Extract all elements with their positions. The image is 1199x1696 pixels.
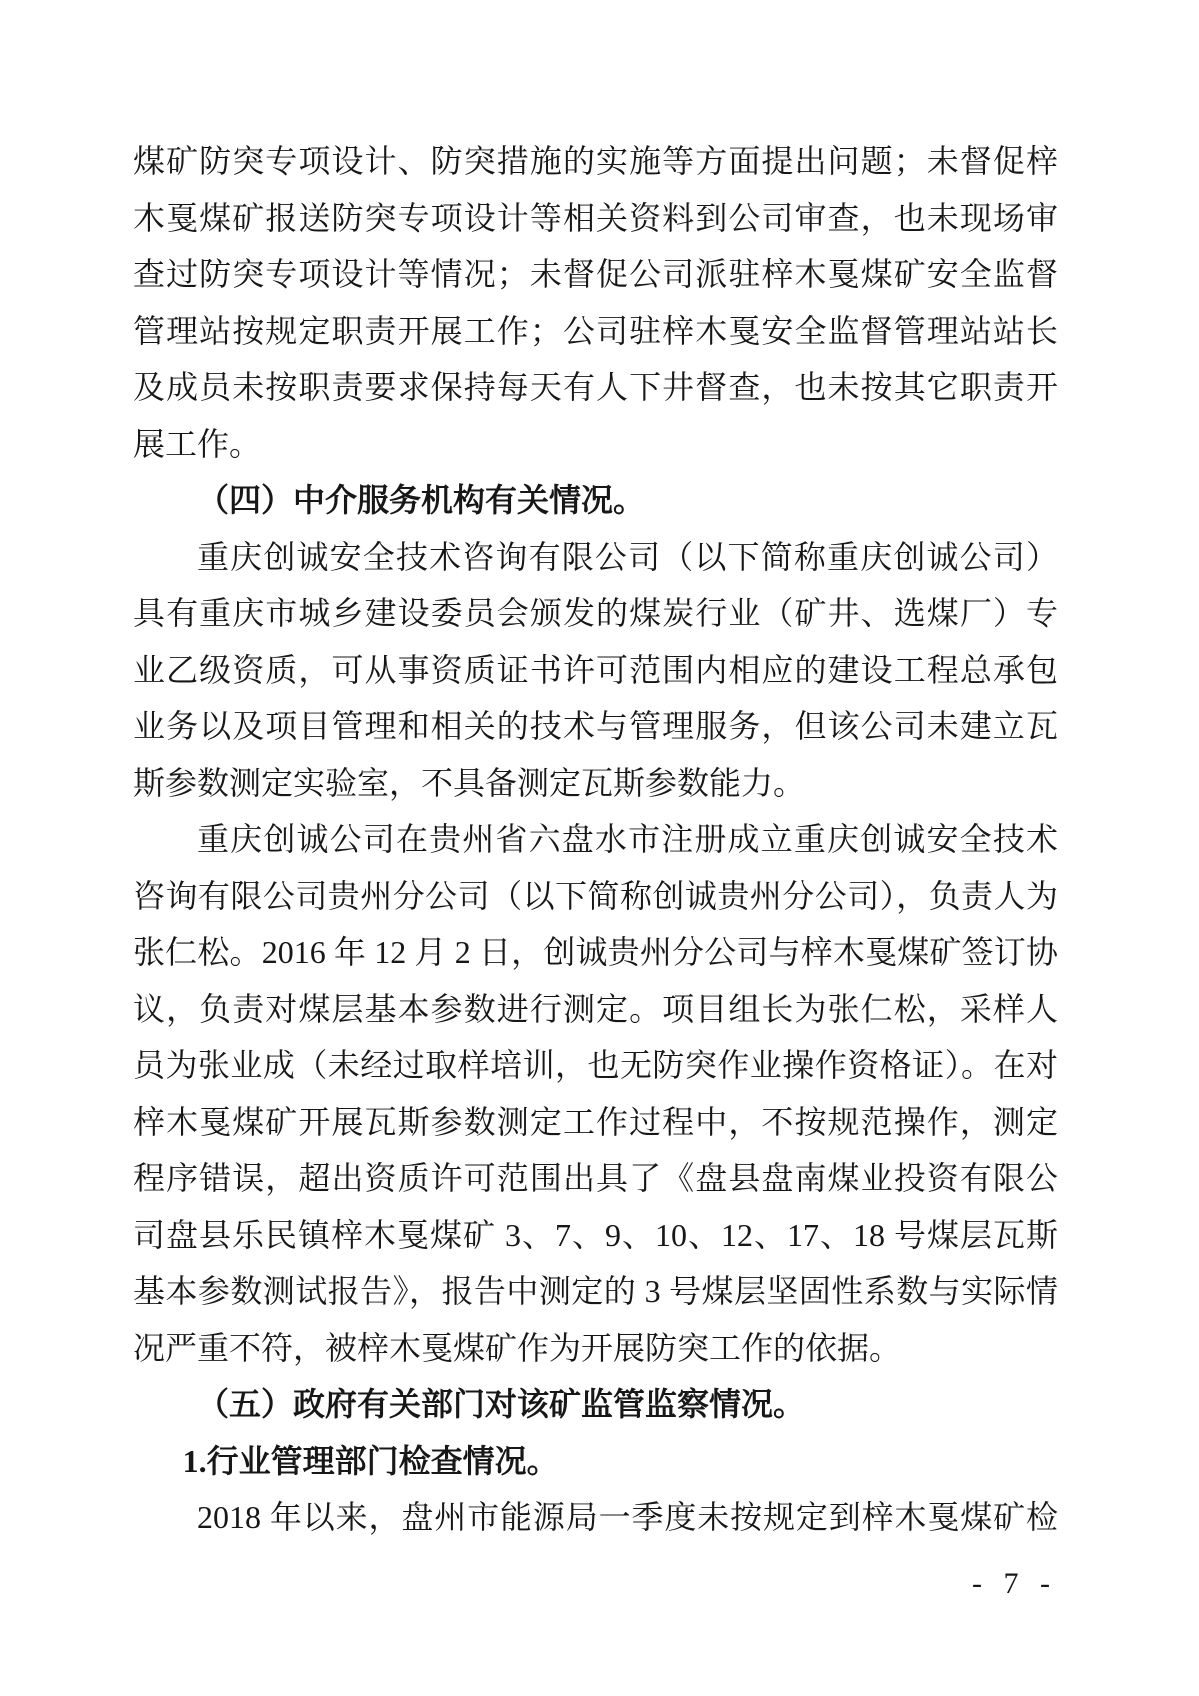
- body-line: 煤矿防突专项设计、防突措施的实施等方面提出问题；未督促梓: [133, 143, 1058, 179]
- body-line: 梓木戛煤矿开展瓦斯参数测定工作过程中，不按规范操作，测定: [133, 1103, 1058, 1140]
- page-number: - 7 -: [972, 1567, 1057, 1600]
- body-line: 议，负责对煤层基本参数进行测定。项目组长为张仁松，采样人: [133, 990, 1058, 1027]
- body-line: 重庆创诚安全技术咨询有限公司（以下简称重庆创诚公司）: [197, 538, 1058, 575]
- document-body: [133, 133, 1058, 1546]
- body-line: 木戛煤矿报送防突专项设计等相关资料到公司审查，也未现场审: [133, 199, 1058, 236]
- body-line: 司盘县乐民镇梓木戛煤矿 3、7、9、10、12、17、18 号煤层瓦斯: [133, 1216, 1058, 1253]
- body-line: 业乙级资质，可从事资质证书许可范围内相应的建设工程总承包: [133, 651, 1058, 688]
- subsection-heading-1: 1.行业管理部门检查情况。: [182, 1442, 559, 1479]
- body-line: 管理站按规定职责开展工作；公司驻梓木戛安全监督管理站站长: [133, 312, 1058, 349]
- body-line: 2018 年以来，盘州市能源局一季度未按规定到梓木戛煤矿检: [197, 1499, 1058, 1535]
- body-line: 况严重不符，被梓木戛煤矿作为开展防突工作的依据。: [133, 1329, 902, 1366]
- body-line: 张仁松。2016 年 12 月 2 日，创诚贵州分公司与梓木戛煤矿签订协: [133, 934, 1058, 970]
- body-line: 员为张业成（未经过取样培训，也无防突作业操作资格证）。在对: [133, 1047, 1058, 1083]
- body-line: 具有重庆市城乡建设委员会颁发的煤炭行业（矿井、选煤厂）专: [133, 595, 1058, 631]
- body-line: 斯参数测定实验室，不具备测定瓦斯参数能力。: [133, 764, 806, 801]
- body-line: 及成员未按职责要求保持每天有人下井督查，也未按其它职责开: [133, 369, 1058, 405]
- body-line: 展工作。: [133, 425, 262, 462]
- body-line: 重庆创诚公司在贵州省六盘水市注册成立重庆创诚安全技术: [197, 821, 1058, 857]
- body-line: 咨询有限公司贵州分公司（以下简称创诚贵州分公司），负责人为: [133, 877, 1058, 914]
- body-line: 查过防突专项设计等情况；未督促公司派驻梓木戛煤矿安全监督: [133, 256, 1058, 292]
- body-line: 业务以及项目管理和相关的技术与管理服务，但该公司未建立瓦: [133, 708, 1058, 744]
- section-heading-4: （四）中介服务机构有关情况。: [197, 482, 646, 518]
- body-line: 程序错误，超出资质许可范围出具了《盘县盘南煤业投资有限公: [133, 1160, 1058, 1196]
- body-line: 基本参数测试报告》，报告中测定的 3 号煤层坚固性系数与实际情: [133, 1273, 1058, 1309]
- section-heading-5: （五）政府有关部门对该矿监管监察情况。: [197, 1386, 806, 1422]
